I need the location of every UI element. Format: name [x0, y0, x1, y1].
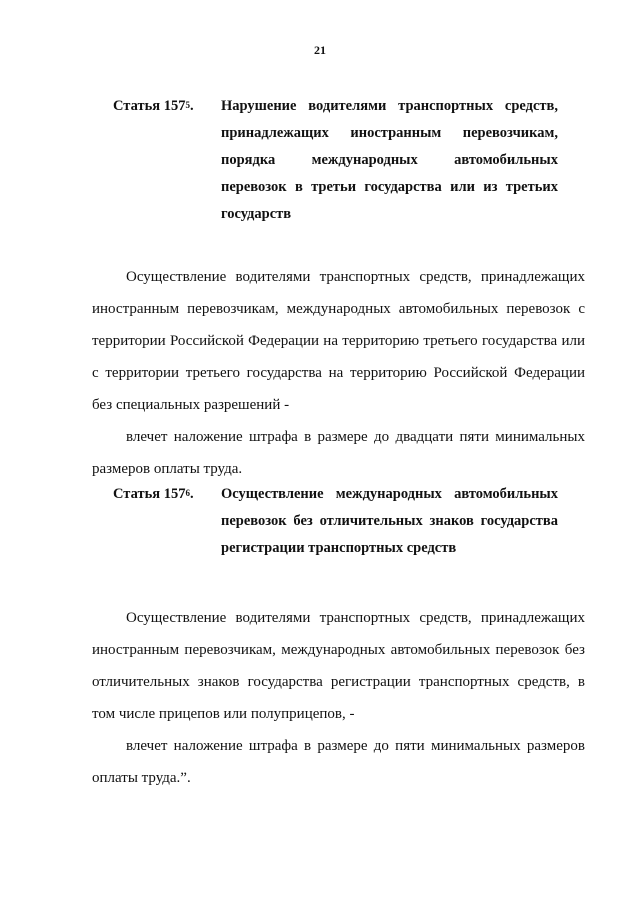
article-157-5-paragraph-1: Осуществление водителями транспортных средств, принадлежащих иностранным перевозчикам, международных автомобильных перевозок с территории Российской Федерации на территорию третьего государства или с территории третьего государства на территорию Российской Федерации без специальных разрешений -	[92, 269, 585, 413]
article-number-superscript: 5	[185, 100, 190, 110]
article-number-superscript: 6	[185, 488, 190, 498]
article-157-6-paragraph-1: Осуществление водителями транспортных средств, принадлежащих иностранным перевозчикам, международных автомобильных перевозок без отличительных знаков государства регистрации транспортных средств, в том числе прицепов или полуприцепов, -	[92, 610, 585, 722]
article-157-5-label	[113, 93, 194, 120]
article-label-text: Статья 157	[113, 486, 186, 502]
article-157-6-heading	[113, 481, 558, 562]
article-157-5-title: Нарушение водителями транспортных средств, принадлежащих иностранным перевозчикам, порядка международных автомобильных перевозок в третьи государства или из третьих государств	[221, 98, 558, 222]
article-label-text: Статья 157	[113, 98, 186, 114]
article-label-suffix: .	[189, 486, 194, 502]
article-157-6-paragraph-2: влечет наложение штрафа в размере до пяти минимальных размеров оплаты труда.”.	[92, 738, 585, 786]
article-label-suffix: .	[189, 98, 194, 114]
article-157-5-heading	[113, 93, 558, 228]
article-157-6-label	[113, 481, 194, 508]
page-number: 21	[314, 43, 326, 57]
article-157-6-title: Осуществление международных автомобильных перевозок без отличительных знаков государства регистрации транспортных средств	[221, 486, 558, 556]
article-157-5-paragraph-2: влечет наложение штрафа в размере до двадцати пяти минимальных размеров оплаты труда.	[92, 429, 585, 477]
